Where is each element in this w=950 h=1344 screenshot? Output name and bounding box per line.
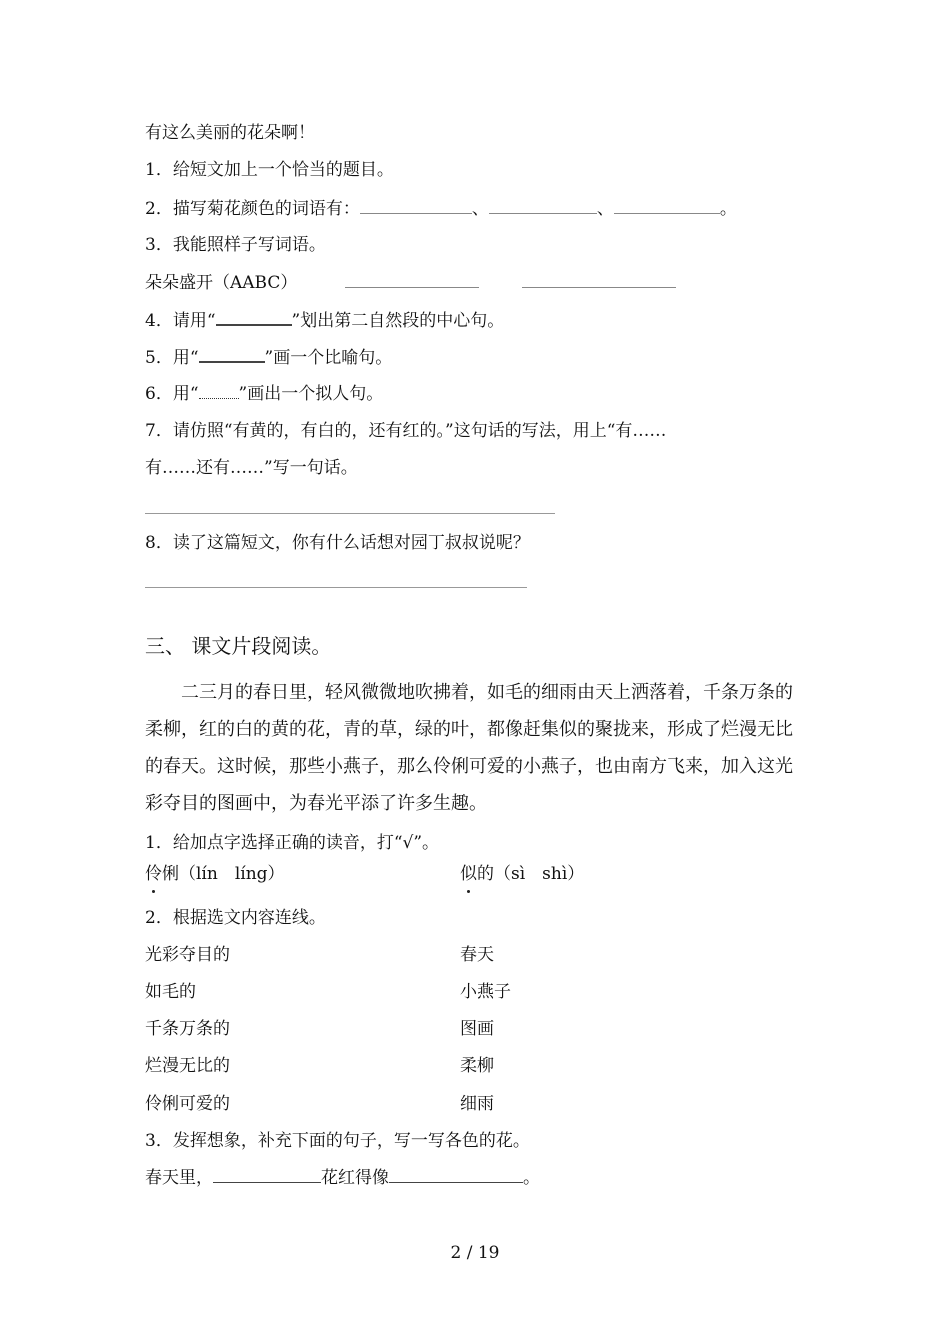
reading-passage: 二三月的春日里，轻风微微地吹拂着，如毛的细雨由天上洒落着，千条万条的柔柳，红的白的黄的花，青的草，绿的叶，都像赶集似的聚拢来，形成了烂漫无比的春天。这时候，那些小燕子，那么伶俐可爱的小燕子，也由南方飞来，加入这光彩夺目的图画中，为春光平添了许多生趣。 (145, 682, 793, 814)
question-4-text-a: 4．请用“ (145, 311, 216, 331)
question-5-text-b: ”画一个比喻句。 (264, 348, 393, 368)
match-left-item[interactable]: 伶俐可爱的 (145, 1094, 230, 1114)
question-7-line-2: 有……还有……”写一句话。 (145, 458, 358, 478)
question-5 (145, 347, 392, 368)
question-6-text-a: 6．用“ (145, 384, 199, 404)
answer-blank[interactable] (213, 1168, 321, 1183)
underline-sample (216, 310, 292, 326)
question-2-text: 2．描写菊花颜色的词语有： (145, 199, 360, 219)
match-right-item[interactable]: 细雨 (460, 1094, 494, 1114)
question-4-text-b: ”划出第二自然段的中心句。 (291, 311, 505, 331)
question-7-line-1: 7．请仿照“有黄的，有白的，还有红的。”这句话的写法，用上“有…… (145, 421, 667, 441)
match-right-item[interactable]: 柔柳 (460, 1056, 494, 1076)
pinyin-item-1 (145, 864, 285, 884)
page-number: 2 / 19 (450, 1243, 500, 1263)
question-5-text-a: 5．用“ (145, 348, 199, 368)
match-left-item[interactable]: 千条万条的 (145, 1019, 230, 1039)
match-left-item[interactable]: 如毛的 (145, 982, 196, 1002)
pinyin-item-2 (460, 864, 584, 884)
question-2 (145, 199, 737, 219)
pinyin-options[interactable]: 的（sì shì） (477, 864, 585, 884)
question-1: 1．给短文加上一个恰当的题目。 (145, 160, 394, 180)
pinyin-options[interactable]: 俐（lín líng） (162, 864, 285, 884)
question-8: 8．读了这篇短文，你有什么话想对园丁叔叔说呢？ (145, 533, 530, 553)
question-6-text-b: ”画出一个拟人句。 (238, 384, 384, 404)
answer-blank[interactable] (489, 199, 597, 214)
match-right-item[interactable]: 春天 (460, 945, 494, 965)
wavy-line-sample (199, 388, 239, 399)
underline-sample (199, 347, 265, 363)
answer-blank[interactable] (522, 273, 676, 288)
dotted-char: 伶 (145, 864, 162, 884)
answer-line[interactable] (145, 587, 527, 588)
period: 。 (719, 199, 737, 219)
answer-line[interactable] (145, 513, 555, 514)
dotted-char: 似 (460, 864, 477, 884)
match-right-item[interactable]: 图画 (460, 1019, 494, 1039)
match-right-item[interactable]: 小燕子 (460, 982, 511, 1002)
example-word: 朵朵盛开（AABC） (145, 273, 298, 293)
passage-tail: 有这么美丽的花朵啊！ (145, 123, 315, 143)
question-3: 3．我能照样子写词语。 (145, 235, 326, 255)
s3-question-2: 2．根据选文内容连线。 (145, 908, 326, 928)
question-4 (145, 310, 504, 331)
s3-question-3: 3．发挥想象，补充下面的句子，写一写各色的花。 (145, 1131, 530, 1151)
match-left-item[interactable]: 光彩夺目的 (145, 945, 230, 965)
match-left-item[interactable]: 烂漫无比的 (145, 1056, 230, 1076)
fill-text-c: 。 (523, 1168, 540, 1188)
separator: 、 (596, 199, 614, 219)
answer-blank[interactable] (389, 1168, 523, 1183)
answer-blank[interactable] (360, 199, 472, 214)
fill-sentence (145, 1168, 540, 1188)
s3-question-1: 1．给加点字选择正确的读音，打“√”。 (145, 833, 440, 853)
answer-blank[interactable] (345, 273, 479, 288)
answer-blank[interactable] (614, 199, 720, 214)
fill-text-a: 春天里， (145, 1168, 213, 1188)
section-heading: 三、 课文片段阅读。 (145, 634, 332, 658)
fill-text-b: 花红得像 (321, 1168, 389, 1188)
separator: 、 (471, 199, 489, 219)
question-3-example-row (145, 273, 676, 293)
question-6 (145, 384, 383, 404)
